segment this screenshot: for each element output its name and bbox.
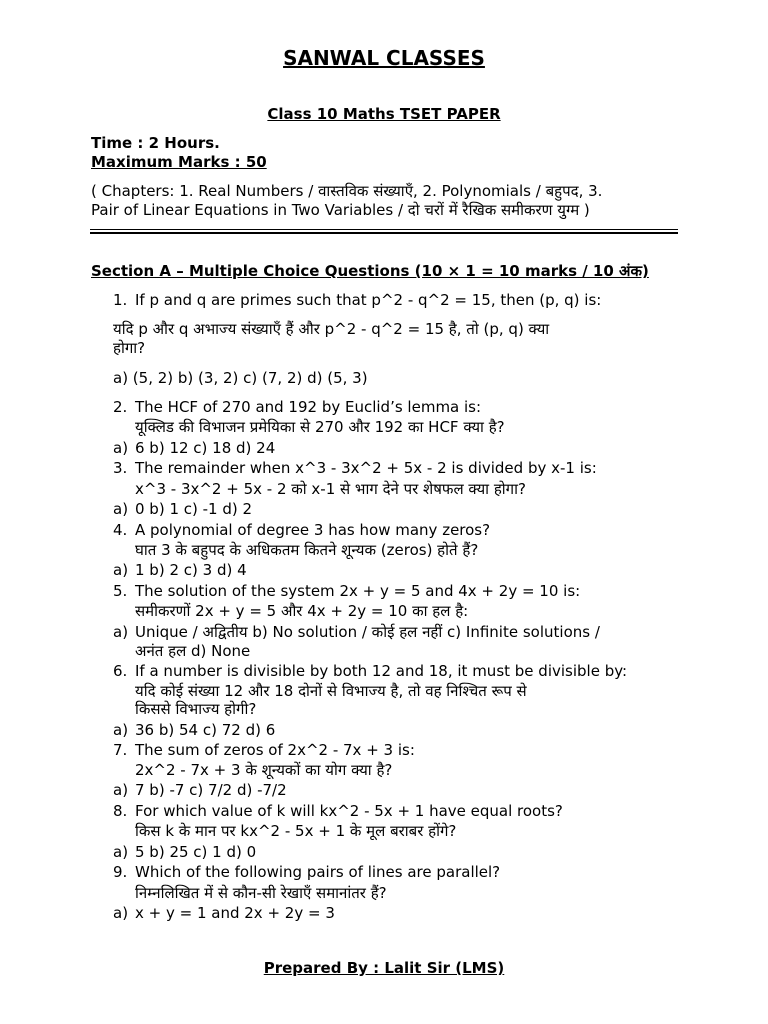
question-options: 7 b) -7 c) 7/2 d) -7/2 [135, 781, 287, 799]
question-options: Unique / अद्वितीय b) No solution / कोई हल नहीं c) Infinite solutions / [135, 623, 600, 641]
chapters-line-2: Pair of Linear Equations in Two Variables / दो चरों में रैखिक समीकरण युग्म ) [91, 201, 590, 219]
option-marker: a) [113, 561, 129, 579]
divider-thick [90, 232, 678, 234]
question-number: 8. [113, 802, 128, 820]
question-text-en: The solution of the system 2x + y = 5 and 4x + 2y = 10 is: [135, 582, 581, 600]
question-text-hi: x^3 - 3x^2 + 5x - 2 को x-1 से भाग देने पर शेषफल क्या होगा? [135, 480, 526, 498]
question-text-en: For which value of k will kx^2 - 5x + 1 have equal roots? [135, 802, 563, 820]
question-options: 6 b) 12 c) 18 d) 24 [135, 439, 276, 457]
question-number: 5. [113, 582, 128, 600]
divider-thin [90, 229, 678, 230]
question-text-en: If p and q are primes such that p^2 - q^2 = 15, then (p, q) is: [135, 291, 602, 309]
option-marker: a) [113, 781, 129, 799]
question-text-hi: यदि कोई संख्या 12 और 18 दोनों से विभाज्य है, तो वह निश्चित रूप से [135, 682, 527, 700]
question-number: 2. [113, 398, 128, 416]
question-number: 9. [113, 863, 128, 881]
question-options: a) (5, 2) b) (3, 2) c) (7, 2) d) (5, 3) [113, 369, 368, 387]
question-number: 6. [113, 662, 128, 680]
question-options: x + y = 1 and 2x + 2y = 3 [135, 904, 335, 922]
prepared-by-footer: Prepared By : Lalit Sir (LMS) [263, 959, 505, 977]
question-number: 7. [113, 741, 128, 759]
institute-title: SANWAL CLASSES [283, 46, 485, 70]
question-text-hi: होगा? [113, 339, 146, 357]
question-text-hi: निम्नलिखित में से कौन-सी रेखाएँ समानांतर हैं? [135, 884, 387, 902]
question-options: अनंत हल d) None [135, 642, 251, 660]
chapters-line-1: ( Chapters: 1. Real Numbers / वास्तविक संख्याएँ, 2. Polynomials / बहुपद, 3. [91, 182, 603, 200]
question-text-hi: किस k के मान पर kx^2 - 5x + 1 के मूल बराबर होंगे? [135, 822, 457, 840]
question-options: 1 b) 2 c) 3 d) 4 [135, 561, 247, 579]
question-number: 3. [113, 459, 128, 477]
question-options: 5 b) 25 c) 1 d) 0 [135, 843, 257, 861]
question-text-hi: यूक्लिड की विभाजन प्रमेयिका से 270 और 192 का HCF क्या है? [135, 418, 505, 436]
exam-time: Time : 2 Hours. [91, 134, 220, 152]
option-marker: a) [113, 500, 129, 518]
question-text-en: The sum of zeros of 2x^2 - 7x + 3 is: [135, 741, 415, 759]
section-a-heading: Section A – Multiple Choice Questions (10 × 1 = 10 marks / 10 अंक) [91, 262, 649, 280]
question-options: 0 b) 1 c) -1 d) 2 [135, 500, 253, 518]
question-text-en: A polynomial of degree 3 has how many zeros? [135, 521, 491, 539]
question-number: 4. [113, 521, 128, 539]
option-marker: a) [113, 721, 129, 739]
option-marker: a) [113, 843, 129, 861]
option-marker: a) [113, 623, 129, 641]
option-marker: a) [113, 904, 129, 922]
question-text-hi: यदि p और q अभाज्य संख्याएँ हैं और p^2 - q^2 = 15 है, तो (p, q) क्या [113, 320, 550, 338]
chapters-list [91, 182, 691, 220]
question-text-hi: समीकरणों 2x + y = 5 और 4x + 2y = 10 का हल है: [135, 602, 469, 620]
question-text-en: The HCF of 270 and 192 by Euclid’s lemma is: [135, 398, 482, 416]
maximum-marks: Maximum Marks : 50 [91, 153, 267, 171]
question-text-hi: किससे विभाज्य होगी? [135, 700, 257, 718]
option-marker: a) [113, 439, 129, 457]
paper-subtitle: Class 10 Maths TSET PAPER [267, 105, 501, 123]
question-text-en: If a number is divisible by both 12 and 18, it must be divisible by: [135, 662, 628, 680]
question-options: 36 b) 54 c) 72 d) 6 [135, 721, 276, 739]
question-number: 1. [113, 291, 128, 309]
question-text-en: The remainder when x^3 - 3x^2 + 5x - 2 is divided by x-1 is: [135, 459, 597, 477]
question-text-hi: 2x^2 - 7x + 3 के शून्यकों का योग क्या है? [135, 761, 393, 779]
question-text-en: Which of the following pairs of lines are parallel? [135, 863, 501, 881]
question-text-hi: घात 3 के बहुपद के अधिकतम कितने शून्यक (zeros) होते हैं? [135, 541, 479, 559]
